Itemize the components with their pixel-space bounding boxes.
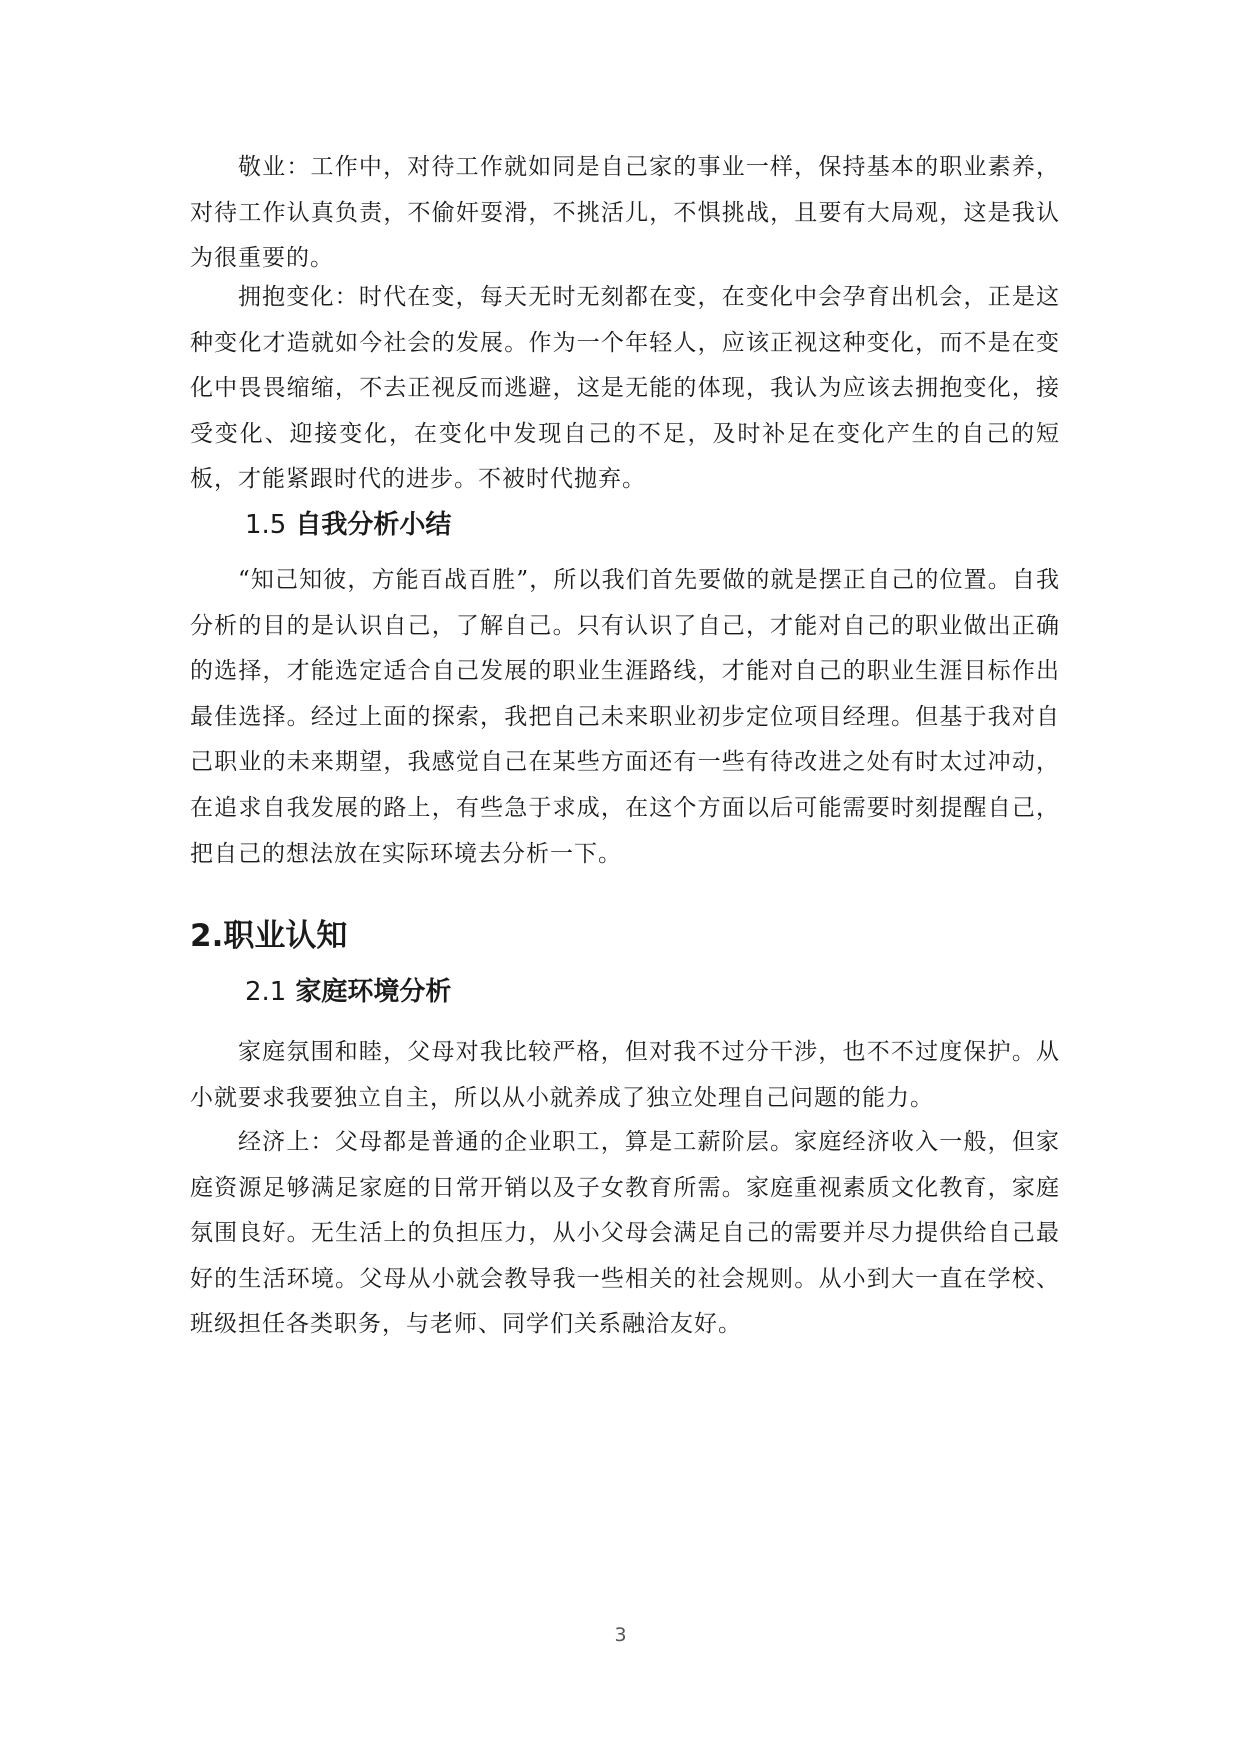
heading-2: 2.职业认知 — [190, 918, 348, 954]
heading-1-5-text: 自我分析小结 — [295, 510, 452, 540]
heading-2-1-text: 家庭环境分析 — [295, 977, 452, 1007]
heading-2-1 — [245, 972, 451, 1012]
paragraph-bianhua-block — [190, 275, 1060, 503]
paragraph-family-block — [190, 1030, 1060, 1121]
heading-1-5 — [245, 505, 451, 545]
heading-2-1-number: 2.1 — [245, 977, 287, 1007]
paragraph-jingye-block — [190, 145, 1060, 282]
paragraph-summary-block — [190, 558, 1060, 877]
page-number: 3 — [614, 1624, 627, 1646]
paragraph-economy-block — [190, 1120, 1060, 1348]
paragraph-summary: “知己知彼，方能百战百胜”，所以我们首先要做的就是摆正自己的位置。自我分析的目的是认识自己，了解自己。只有认识了自己，才能对自己的职业做出正确的选择，才能选定适合自己发展的职业生涯路线，才能对自己的职业生涯目标作出最佳选择。经过上面的探索，我把自己未来职业初步定位项目经理。但基于我对自己职业的未来期望，我感觉自己在某些方面还有一些有待改进之处有时太过冲动，在追求自我发展的路上，有些急于求成，在这个方面以后可能需要时刻提醒自己，把自己的想法放在实际环境去分析一下。 — [190, 567, 1060, 867]
heading-1-5-number: 1.5 — [245, 510, 287, 540]
paragraph-family: 家庭氛围和睦，父母对我比较严格，但对我不过分干涉，也不不过度保护。从小就要求我要独立自主，所以从小就养成了独立处理自己问题的能力。 — [190, 1039, 1060, 1111]
paragraph-jingye: 敬业：工作中，对待工作就如同是自己家的事业一样，保持基本的职业素养，对待工作认真负责，不偷奸耍滑，不挑活儿，不惧挑战，且要有大局观，这是我认为很重要的。 — [190, 154, 1060, 272]
paragraph-economy: 经济上：父母都是普通的企业职工，算是工薪阶层。家庭经济收入一般，但家庭资源足够满足家庭的日常开销以及子女教育所需。家庭重视素质文化教育，家庭氛围良好。无生活上的负担压力，从小父母会满足自己的需要并尽力提供给自己最好的生活环境。父母从小就会教导我一些相关的社会规则。从小到大一直在学校、班级担任各类职务，与老师、同学们关系融洽友好。 — [190, 1129, 1060, 1338]
paragraph-bianhua: 拥抱变化：时代在变，每天无时无刻都在变，在变化中会孕育出机会，正是这种变化才造就如今社会的发展。作为一个年轻人，应该正视这种变化，而不是在变化中畏畏缩缩，不去正视反而逃避，这是无能的体现，我认为应该去拥抱变化，接受变化、迎接变化，在变化中发现自己的不足，及时补足在变化产生的自己的短板，才能紧跟时代的进步。不被时代抛弃。 — [190, 284, 1060, 493]
